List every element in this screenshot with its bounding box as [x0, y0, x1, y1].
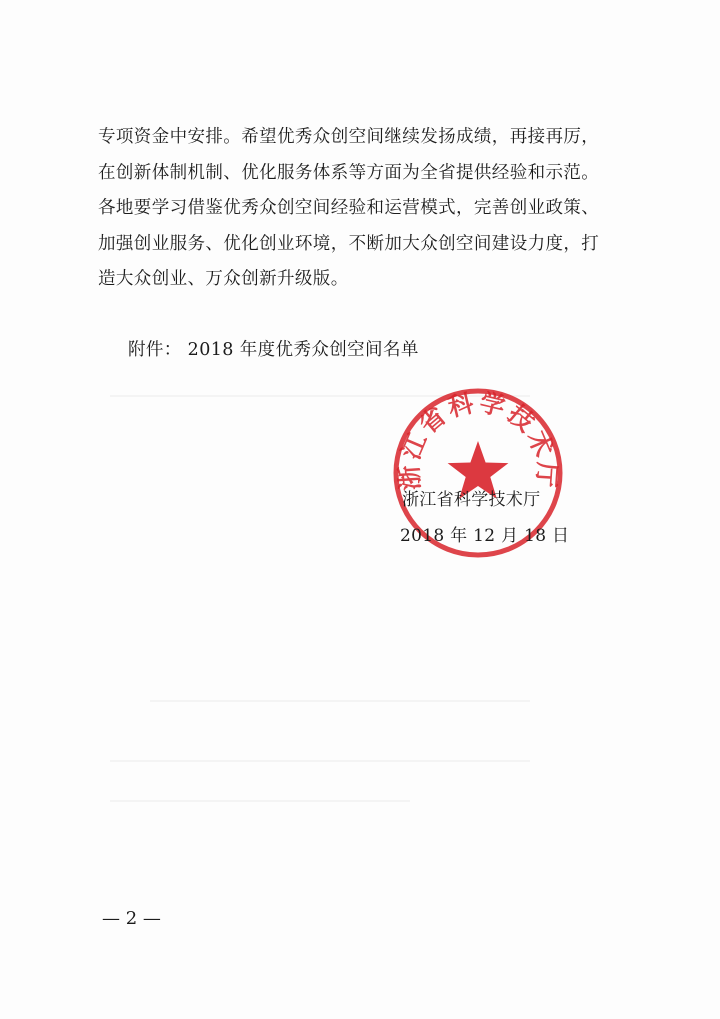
seal-arc-textpath: 浙江省科学技术厅: [394, 387, 562, 492]
body-line: 专项资金中安排。希望优秀众创空间继续发扬成绩，再接再厉，: [98, 127, 600, 147]
bleed-through-line: [110, 760, 530, 762]
page-number: — 2 —: [102, 908, 161, 929]
body-paragraph: [98, 120, 658, 298]
signature-block: [400, 482, 569, 554]
issue-date: 2018 年 12 月 18 日: [400, 526, 570, 546]
body-line: 在创新体制机制、优化服务体系等方面为全省提供经验和示范。: [98, 162, 600, 183]
attachment-line: 附件： 2018 年度优秀众创空间名单: [128, 340, 419, 360]
body-line: 造大众创业、万众创新升级版。: [98, 269, 349, 289]
body-line: 各地要学习借鉴优秀众创空间经验和运营模式，完善创业政策、: [98, 198, 600, 218]
bleed-through-line: [150, 700, 530, 702]
body-line: 加强创业服务、优化创业环境，不断加大众创空间建设力度，打: [98, 233, 600, 254]
bleed-through-line: [110, 800, 410, 802]
issuer-name: 浙江省科学技术厅: [402, 490, 541, 510]
